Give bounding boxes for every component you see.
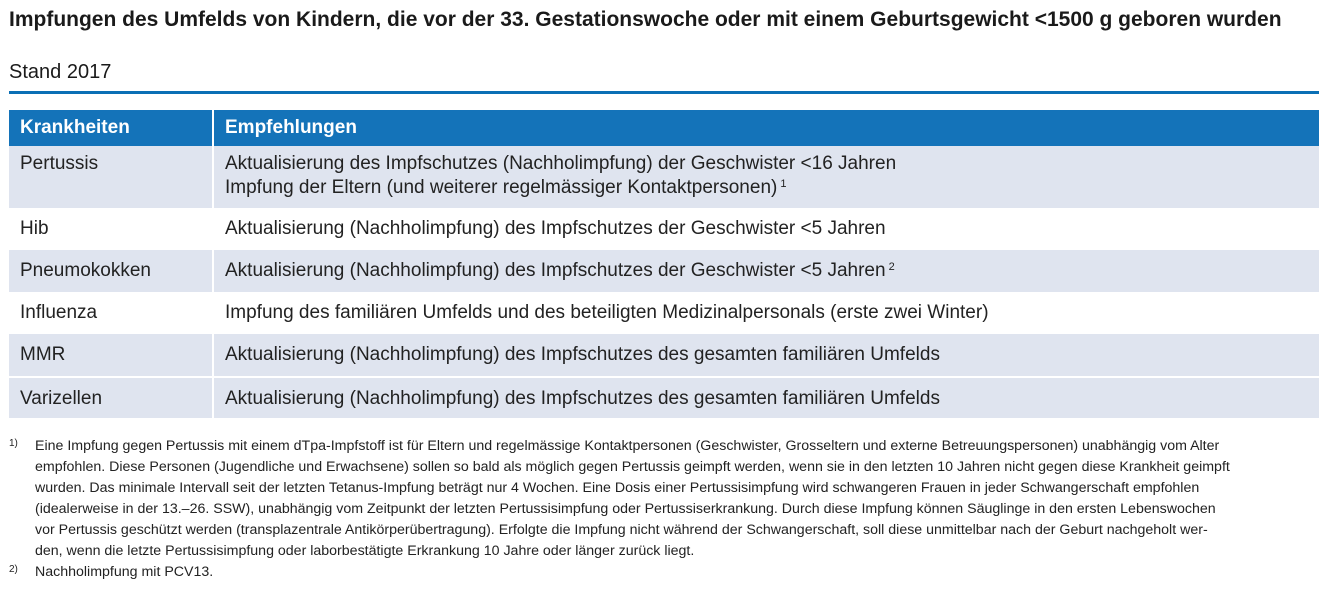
footnote-line: wurden. Das minimale Intervall seit der letzten Tetanus-Impfung beträgt nur 4 Wochen. Eine Dosis einer Pertussisimpfung wird schwangeren Frauen in jeder Schwangerschaft empfohlen xyxy=(35,480,1200,496)
recommendations-table xyxy=(9,110,1319,418)
page-subtitle: Stand 2017 xyxy=(9,61,112,83)
footnote-2 xyxy=(9,562,1329,583)
table-row xyxy=(9,334,1319,376)
footnote-mark: 2) xyxy=(9,564,18,575)
recommendation-cell xyxy=(212,250,1319,292)
footnote-line: vor Pertussis geschützt werden (transplazentrale Antikörperübertragung). Erfolgte die Impfung nicht während der Schwangerschaft, soll diese unmittelbar nach der Geburt nachgeholt wer- xyxy=(35,522,1208,538)
footnote-1 xyxy=(9,436,1329,562)
recommendation-cell: Aktualisierung (Nachholimpfung) des Impfschutzes des gesamten familiären Umfelds xyxy=(212,376,1319,418)
title-divider xyxy=(9,91,1319,94)
column-header-recommendations: Empfehlungen xyxy=(212,110,1319,146)
recommendation-line: Impfung der Eltern (und weiterer regelmässiger Kontaktpersonen) xyxy=(225,177,778,198)
footnotes xyxy=(9,436,1329,583)
table-row xyxy=(9,208,1319,250)
footnote-line: Nachholimpfung mit PCV13. xyxy=(35,564,214,580)
table-row xyxy=(9,146,1319,208)
footnote-ref: 2 xyxy=(888,261,895,273)
disease-cell: Hib xyxy=(9,208,212,250)
table-row xyxy=(9,376,1319,418)
table-row xyxy=(9,292,1319,334)
footnote-text xyxy=(35,562,1329,583)
disease-cell: Pertussis xyxy=(9,146,212,208)
recommendation-cell: Aktualisierung (Nachholimpfung) des Impfschutzes der Geschwister <5 Jahren xyxy=(212,208,1319,250)
table-row xyxy=(9,250,1319,292)
footnote-line: den, wenn die letzte Pertussisimpfung oder laborbestätigte Erkrankung 10 Jahre oder länger zurück liegt. xyxy=(35,543,695,559)
footnote-line: Eine Impfung gegen Pertussis mit einem dTpa-Impfstoff ist für Eltern und regelmässige Kontaktpersonen (Geschwister, Grosseltern und externe Betreuungspersonen) unabhängig vom Alter xyxy=(35,438,1220,454)
recommendation-cell xyxy=(212,146,1319,208)
disease-cell: MMR xyxy=(9,334,212,376)
recommendation-cell: Aktualisierung (Nachholimpfung) des Impfschutzes des gesamten familiären Umfelds xyxy=(212,334,1319,376)
column-header-diseases: Krankheiten xyxy=(9,110,212,146)
recommendation-cell: Impfung des familiären Umfelds und des beteiligten Medizinalpersonals (erste zwei Winter) xyxy=(212,292,1319,334)
footnote-mark: 1) xyxy=(9,438,18,449)
footnote-ref: 1 xyxy=(780,178,787,190)
footnote-line: empfohlen. Diese Personen (Jugendliche und Erwachsene) sollen so bald als möglich gegen Pertussis geimpft werden, wenn sie in den letzten 10 Jahren nicht gegen diese Krankheit geimpft xyxy=(35,459,1230,475)
disease-cell: Pneumokokken xyxy=(9,250,212,292)
footnote-line: (idealerweise in der 13.–26. SSW), unabhängig vom Zeitpunkt der letzten Pertussisimpfung oder Pertussiserkrankung. Durch diese Impfung können Säuglinge in den ersten Lebenswochen xyxy=(35,501,1216,517)
disease-cell: Influenza xyxy=(9,292,212,334)
footnote-text xyxy=(35,436,1329,562)
table-header-row xyxy=(9,110,1319,146)
recommendation-line: Aktualisierung des Impfschutzes (Nachholimpfung) der Geschwister <16 Jahren xyxy=(225,153,897,174)
page-title: Impfungen des Umfelds von Kindern, die vor der 33. Gestationswoche oder mit einem Geburtsgewicht <1500 g geboren wurden xyxy=(9,8,1282,31)
recommendation-text: Aktualisierung (Nachholimpfung) des Impfschutzes der Geschwister <5 Jahren xyxy=(225,260,886,281)
disease-cell: Varizellen xyxy=(9,376,212,418)
